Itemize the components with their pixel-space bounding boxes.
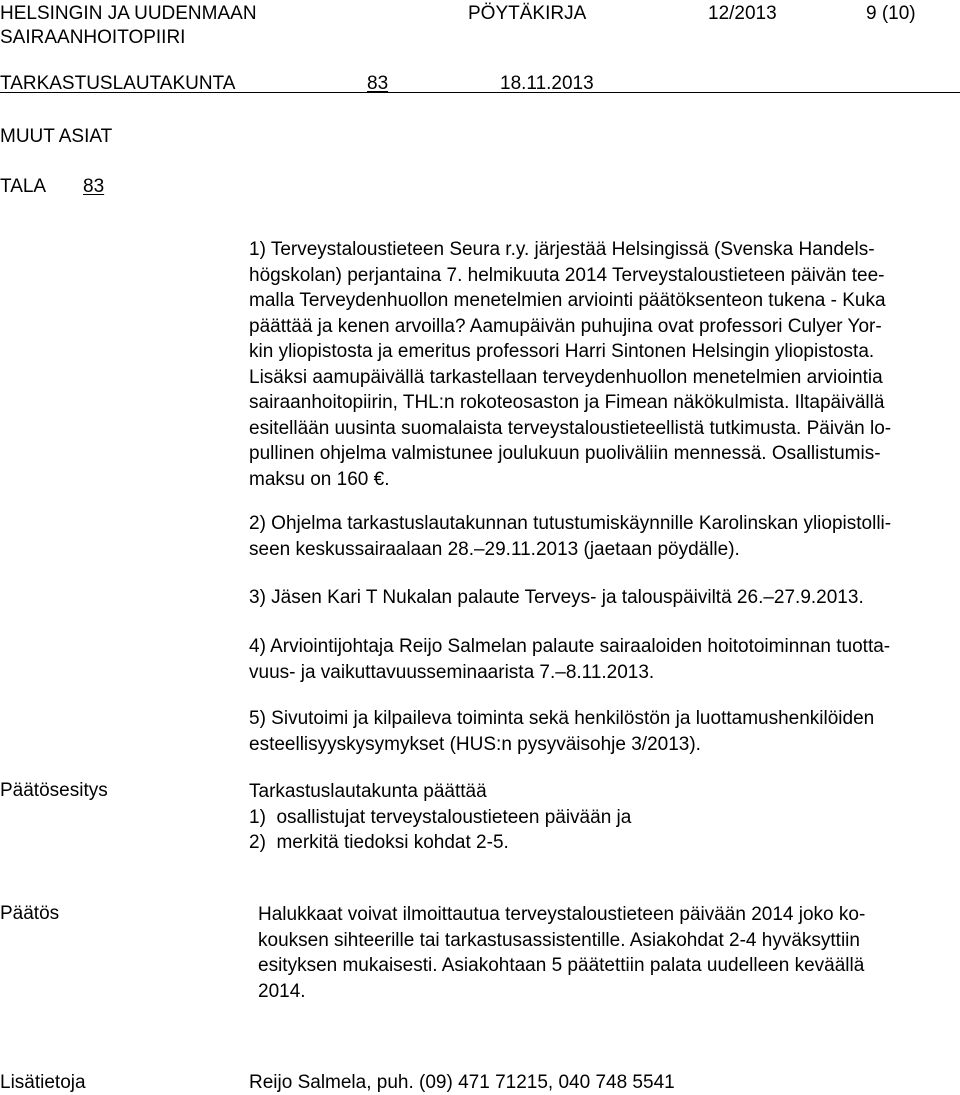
- item-3: [249, 585, 954, 611]
- item-line: 5) Sivutoimi ja kilpaileva toiminta sekä henkilöstön ja luottamushenkilöiden: [249, 708, 875, 729]
- section-title: MUUT ASIAT: [0, 126, 113, 147]
- proposal-line: Tarkastuslautakunta päättää: [249, 781, 487, 802]
- item-line: sairaanhoitopiirin, THL:n rokoteosaston ja Fimean näkökulmista. Iltapäivällä: [249, 392, 885, 413]
- item-line: 1) Terveystaloustieteen Seura r.y. järjestää Helsingissä (Svenska Handels-: [249, 239, 875, 260]
- item-line: seen keskussairaalaan 28.–29.11.2013 (jaetaan pöydälle).: [249, 538, 740, 560]
- item-line: högskolan) perjantaina 7. helmikuuta 2014 Terveystaloustieteen päivän tee-: [249, 264, 885, 286]
- doc-number: 12/2013: [708, 3, 777, 24]
- item-line: 4) Arviointijohtaja Reijo Salmelan palaute sairaaloiden hoitotoiminnan tuotta-: [249, 636, 891, 657]
- org-name-line1: HELSINGIN JA UUDENMAAN: [0, 3, 257, 24]
- decision-label: Päätös: [0, 903, 60, 924]
- further-info-label: Lisätietoja: [0, 1072, 86, 1093]
- item-4: [249, 634, 954, 685]
- item-line: pullinen ohjelma valmistunee joulukuun puoliväliin mennessä. Osallistumis-: [249, 443, 881, 464]
- board-name: TARKASTUSLAUTAKUNTA: [0, 73, 236, 94]
- item-line: päättää ja kenen arvoilla? Aamupäivän puhujina ovat professori Culyer Yor-: [249, 315, 882, 337]
- meeting-date: 18.11.2013: [500, 73, 594, 94]
- header-divider: [0, 92, 960, 93]
- section-ref-label: TALA: [0, 176, 47, 197]
- proposal-line: 2) merkitä tiedoksi kohdat 2-5.: [249, 832, 509, 853]
- decision-line: Halukkaat voivat ilmoittautua terveystaloustieteen päivään 2014 joko ko-: [258, 904, 866, 925]
- doc-type: PÖYTÄKIRJA: [468, 3, 587, 24]
- section-ref-number: 83: [83, 176, 105, 197]
- item-line: kin yliopistosta ja emeritus professori Harri Sintonen Helsingin yliopistosta.: [249, 341, 875, 362]
- section-number: 83: [367, 73, 389, 94]
- item-line: Lisäksi aamupäivällä tarkastellaan terveydenhuollon menetelmien arviointia: [249, 366, 883, 388]
- item-line: 2) Ohjelma tarkastuslautakunnan tutustumiskäynnille Karolinskan yliopistolli-: [249, 513, 892, 534]
- proposal-label: Päätösesitys: [0, 780, 108, 801]
- item-5: [249, 706, 954, 757]
- page-number: 9 (10): [866, 3, 916, 24]
- item-line: esteellisyyskysymykset (HUS:n pysyväisohje 3/2013).: [249, 733, 701, 755]
- item-line: 3) Jäsen Kari T Nukalan palaute Terveys- ja talouspäiviltä 26.–27.9.2013.: [249, 587, 864, 608]
- org-name-line2: SAIRAANHOITOPIIRI: [0, 27, 186, 48]
- item-line: vuus- ja vaikuttavuusseminaarista 7.–8.11.2013.: [249, 661, 655, 683]
- decision-line: kouksen sihteerille tai tarkastusassistentille. Asiakohdat 2-4 hyväksyttiin: [258, 929, 860, 951]
- item-1: [249, 237, 954, 492]
- proposal-line: 1) osallistujat terveystaloustieteen päivään ja: [249, 806, 632, 828]
- decision-text: [258, 902, 954, 1004]
- item-line: malla Terveydenhuollon menetelmien arviointi päätöksenteon tukena - Kuka: [249, 290, 886, 311]
- item-line: esitellään uusinta suomalaista terveystaloustieteellistä tutkimusta. Päivän lo-: [249, 417, 892, 439]
- decision-line: esityksen mukaisesti. Asiakohtaan 5 päätettiin palata uudelleen keväällä: [258, 955, 865, 976]
- decision-line: 2014.: [258, 980, 306, 1002]
- item-2: [249, 511, 954, 562]
- item-line: maksu on 160 €.: [249, 468, 390, 490]
- proposal-text: [249, 779, 954, 856]
- further-info-contact: Reijo Salmela, puh. (09) 471 71215, 040 748 5541: [249, 1072, 675, 1093]
